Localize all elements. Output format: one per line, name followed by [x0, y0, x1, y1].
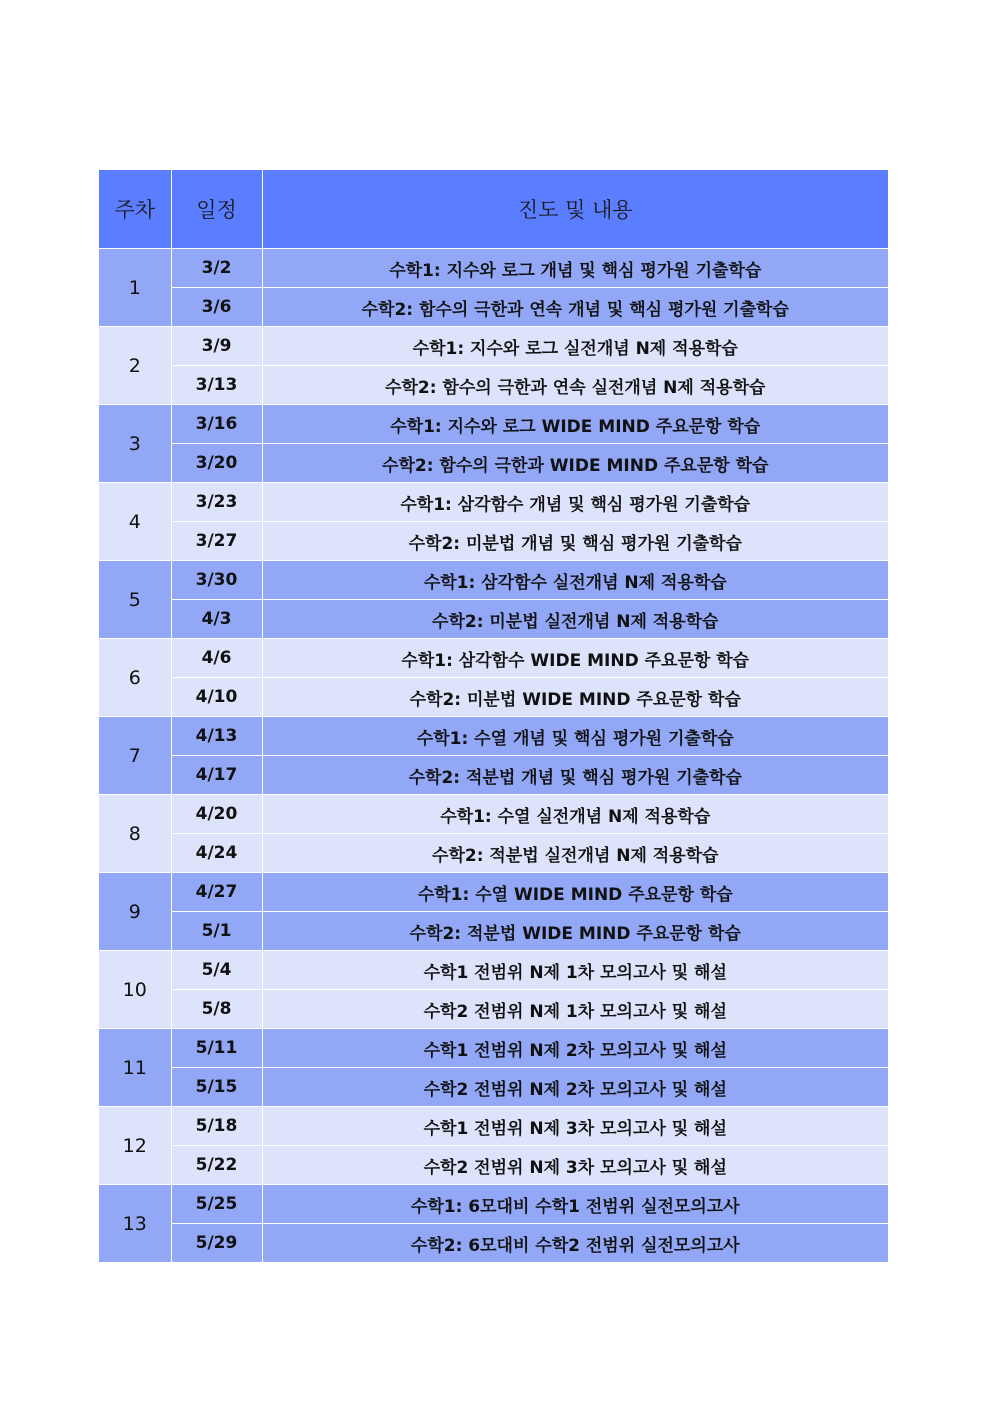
date-cell: 4/3	[171, 600, 262, 639]
date-cell: 4/6	[171, 639, 262, 678]
week-cell: 12	[99, 1107, 171, 1185]
content-cell: 수학2: 적분법 실전개념 N제 적용학습	[262, 834, 888, 873]
date-cell: 3/20	[171, 444, 262, 483]
date-cell: 3/13	[171, 366, 262, 405]
table-row	[99, 912, 888, 951]
content-cell: 수학1: 지수와 로그 WIDE MIND 주요문항 학습	[262, 405, 888, 444]
content-cell: 수학2: 6모대비 수학2 전범위 실전모의고사	[262, 1224, 888, 1263]
date-cell: 5/1	[171, 912, 262, 951]
content-cell: 수학2: 함수의 극한과 연속 실전개념 N제 적용학습	[262, 366, 888, 405]
week-cell: 5	[99, 561, 171, 639]
week-cell: 4	[99, 483, 171, 561]
date-cell: 5/25	[171, 1185, 262, 1224]
content-cell: 수학1: 삼각함수 실전개념 N제 적용학습	[262, 561, 888, 600]
schedule-table	[99, 170, 888, 1262]
content-cell: 수학2: 미분법 실전개념 N제 적용학습	[262, 600, 888, 639]
table-row	[99, 990, 888, 1029]
content-cell: 수학2 전범위 N제 3차 모의고사 및 해설	[262, 1146, 888, 1185]
content-cell: 수학2 전범위 N제 1차 모의고사 및 해설	[262, 990, 888, 1029]
content-cell: 수학1: 수열 개념 및 핵심 평가원 기출학습	[262, 717, 888, 756]
content-cell: 수학1: 삼각함수 개념 및 핵심 평가원 기출학습	[262, 483, 888, 522]
table-row	[99, 1029, 888, 1068]
date-cell: 5/4	[171, 951, 262, 990]
table-row	[99, 1146, 888, 1185]
content-cell: 수학2: 함수의 극한과 연속 개념 및 핵심 평가원 기출학습	[262, 288, 888, 327]
table-row	[99, 1107, 888, 1146]
table-row	[99, 873, 888, 912]
date-cell: 3/16	[171, 405, 262, 444]
table-row	[99, 483, 888, 522]
date-cell: 5/11	[171, 1029, 262, 1068]
table-row	[99, 1224, 888, 1263]
week-cell: 3	[99, 405, 171, 483]
date-cell: 4/24	[171, 834, 262, 873]
table-row	[99, 561, 888, 600]
week-cell: 6	[99, 639, 171, 717]
date-cell: 5/29	[171, 1224, 262, 1263]
table-row	[99, 834, 888, 873]
date-cell: 3/27	[171, 522, 262, 561]
date-cell: 3/6	[171, 288, 262, 327]
content-cell: 수학2: 미분법 개념 및 핵심 평가원 기출학습	[262, 522, 888, 561]
table-row	[99, 678, 888, 717]
date-cell: 4/13	[171, 717, 262, 756]
table-row	[99, 405, 888, 444]
week-cell: 7	[99, 717, 171, 795]
table-row	[99, 288, 888, 327]
schedule-body	[99, 249, 888, 1263]
table-row	[99, 795, 888, 834]
date-cell: 4/17	[171, 756, 262, 795]
table-row	[99, 600, 888, 639]
content-cell: 수학2: 함수의 극한과 WIDE MIND 주요문항 학습	[262, 444, 888, 483]
content-cell: 수학1: 지수와 로그 실전개념 N제 적용학습	[262, 327, 888, 366]
date-cell: 3/30	[171, 561, 262, 600]
week-cell: 10	[99, 951, 171, 1029]
week-cell: 13	[99, 1185, 171, 1263]
content-cell: 수학1 전범위 N제 1차 모의고사 및 해설	[262, 951, 888, 990]
table-row	[99, 249, 888, 288]
content-cell: 수학1 전범위 N제 3차 모의고사 및 해설	[262, 1107, 888, 1146]
content-cell: 수학2: 적분법 개념 및 핵심 평가원 기출학습	[262, 756, 888, 795]
table-row	[99, 444, 888, 483]
date-cell: 5/15	[171, 1068, 262, 1107]
table-row	[99, 756, 888, 795]
header-row	[99, 170, 888, 249]
content-cell: 수학1: 수열 실전개념 N제 적용학습	[262, 795, 888, 834]
table-row	[99, 717, 888, 756]
date-cell: 3/2	[171, 249, 262, 288]
table-row	[99, 951, 888, 990]
date-cell: 5/22	[171, 1146, 262, 1185]
content-cell: 수학1: 지수와 로그 개념 및 핵심 평가원 기출학습	[262, 249, 888, 288]
date-cell: 5/18	[171, 1107, 262, 1146]
date-cell: 4/27	[171, 873, 262, 912]
date-cell: 5/8	[171, 990, 262, 1029]
content-cell: 수학1 전범위 N제 2차 모의고사 및 해설	[262, 1029, 888, 1068]
content-cell: 수학1: 삼각함수 WIDE MIND 주요문항 학습	[262, 639, 888, 678]
week-cell: 1	[99, 249, 171, 327]
week-cell: 2	[99, 327, 171, 405]
table-row	[99, 1185, 888, 1224]
date-cell: 4/20	[171, 795, 262, 834]
table-row	[99, 639, 888, 678]
week-cell: 9	[99, 873, 171, 951]
header-content: 진도 및 내용	[262, 170, 888, 249]
header-date: 일정	[171, 170, 262, 249]
date-cell: 3/9	[171, 327, 262, 366]
date-cell: 3/23	[171, 483, 262, 522]
week-cell: 11	[99, 1029, 171, 1107]
header-week: 주차	[99, 170, 171, 249]
content-cell: 수학2: 미분법 WIDE MIND 주요문항 학습	[262, 678, 888, 717]
content-cell: 수학1: 수열 WIDE MIND 주요문항 학습	[262, 873, 888, 912]
table-row	[99, 366, 888, 405]
table-row	[99, 1068, 888, 1107]
table-row	[99, 327, 888, 366]
date-cell: 4/10	[171, 678, 262, 717]
content-cell: 수학1: 6모대비 수학1 전범위 실전모의고사	[262, 1185, 888, 1224]
week-cell: 8	[99, 795, 171, 873]
content-cell: 수학2 전범위 N제 2차 모의고사 및 해설	[262, 1068, 888, 1107]
table-row	[99, 522, 888, 561]
content-cell: 수학2: 적분법 WIDE MIND 주요문항 학습	[262, 912, 888, 951]
